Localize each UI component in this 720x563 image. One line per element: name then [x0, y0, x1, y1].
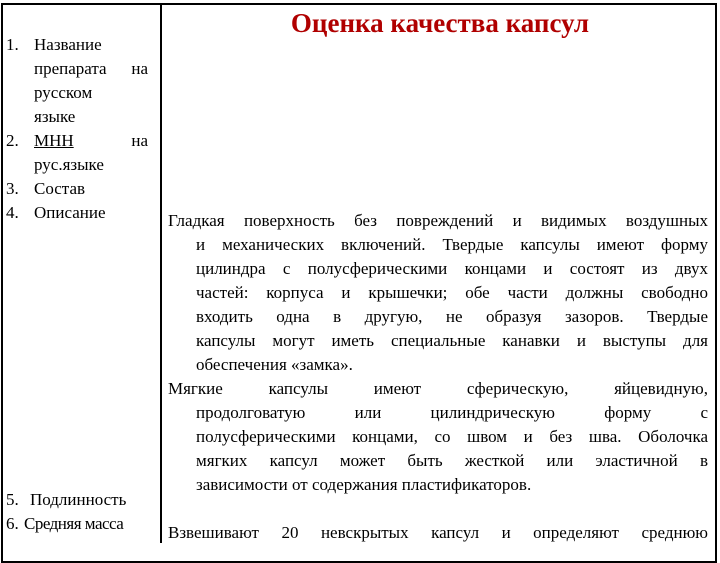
list-number: 4.: [6, 203, 19, 222]
body-line: цилиндра с полусферическими концами и состоят из двух: [196, 259, 708, 278]
body-line: Мягкие капсулы имеют сферическую, яйцевидную,: [168, 379, 708, 398]
list-number: 6.: [6, 514, 19, 533]
body-line: частей: корпуса и крышечки; обе части должны свободно: [196, 283, 708, 302]
list-number: 3.: [6, 179, 19, 198]
column-divider: [160, 3, 162, 543]
list-item-1-line: Название: [34, 35, 102, 54]
body-line: обеспечения «замка».: [196, 355, 353, 374]
list-number: 2.: [6, 131, 19, 150]
list-item-5: Подлинность: [30, 490, 127, 509]
mnn-abbr: МНН: [34, 131, 74, 150]
list-item-2-rest: на: [131, 131, 148, 150]
list-item-6: Средняя масса: [24, 514, 124, 533]
body-line: Гладкая поверхность без повреждений и видимых воздушных: [168, 211, 708, 230]
list-item-3: Состав: [34, 179, 86, 198]
slide-title: Оценка качества капсул: [290, 8, 590, 38]
body-line: мягких капсул может быть жесткой или эластичной в: [196, 451, 708, 470]
list-item-1-line: русском: [34, 83, 93, 102]
list-item-2-line: [34, 129, 148, 153]
body-line: продолговатую или цилиндрическую форму с: [196, 403, 708, 422]
list-item-1-line: языке: [34, 107, 76, 126]
list-number: 1.: [6, 35, 19, 54]
body-line: зависимости от содержания пластификаторов.: [196, 475, 532, 494]
list-item-1-line: препарата на: [34, 59, 148, 78]
list-item-4: Описание: [34, 203, 106, 222]
body-line: полусферическими концами, со швом и без шва. Оболочка: [196, 427, 708, 446]
list-number: 5.: [6, 490, 19, 509]
body-line: и механических включений. Твердые капсулы имеют форму: [196, 235, 708, 254]
list-item-2-line: рус.языке: [34, 155, 104, 174]
body-line: капсулы могут иметь специальные канавки и выступы для: [196, 331, 708, 350]
body-line: входить одна в другую, не образуя зазоров. Твердые: [196, 307, 708, 326]
body-line: Взвешивают 20 невскрытых капсул и определяют среднюю: [168, 523, 708, 542]
